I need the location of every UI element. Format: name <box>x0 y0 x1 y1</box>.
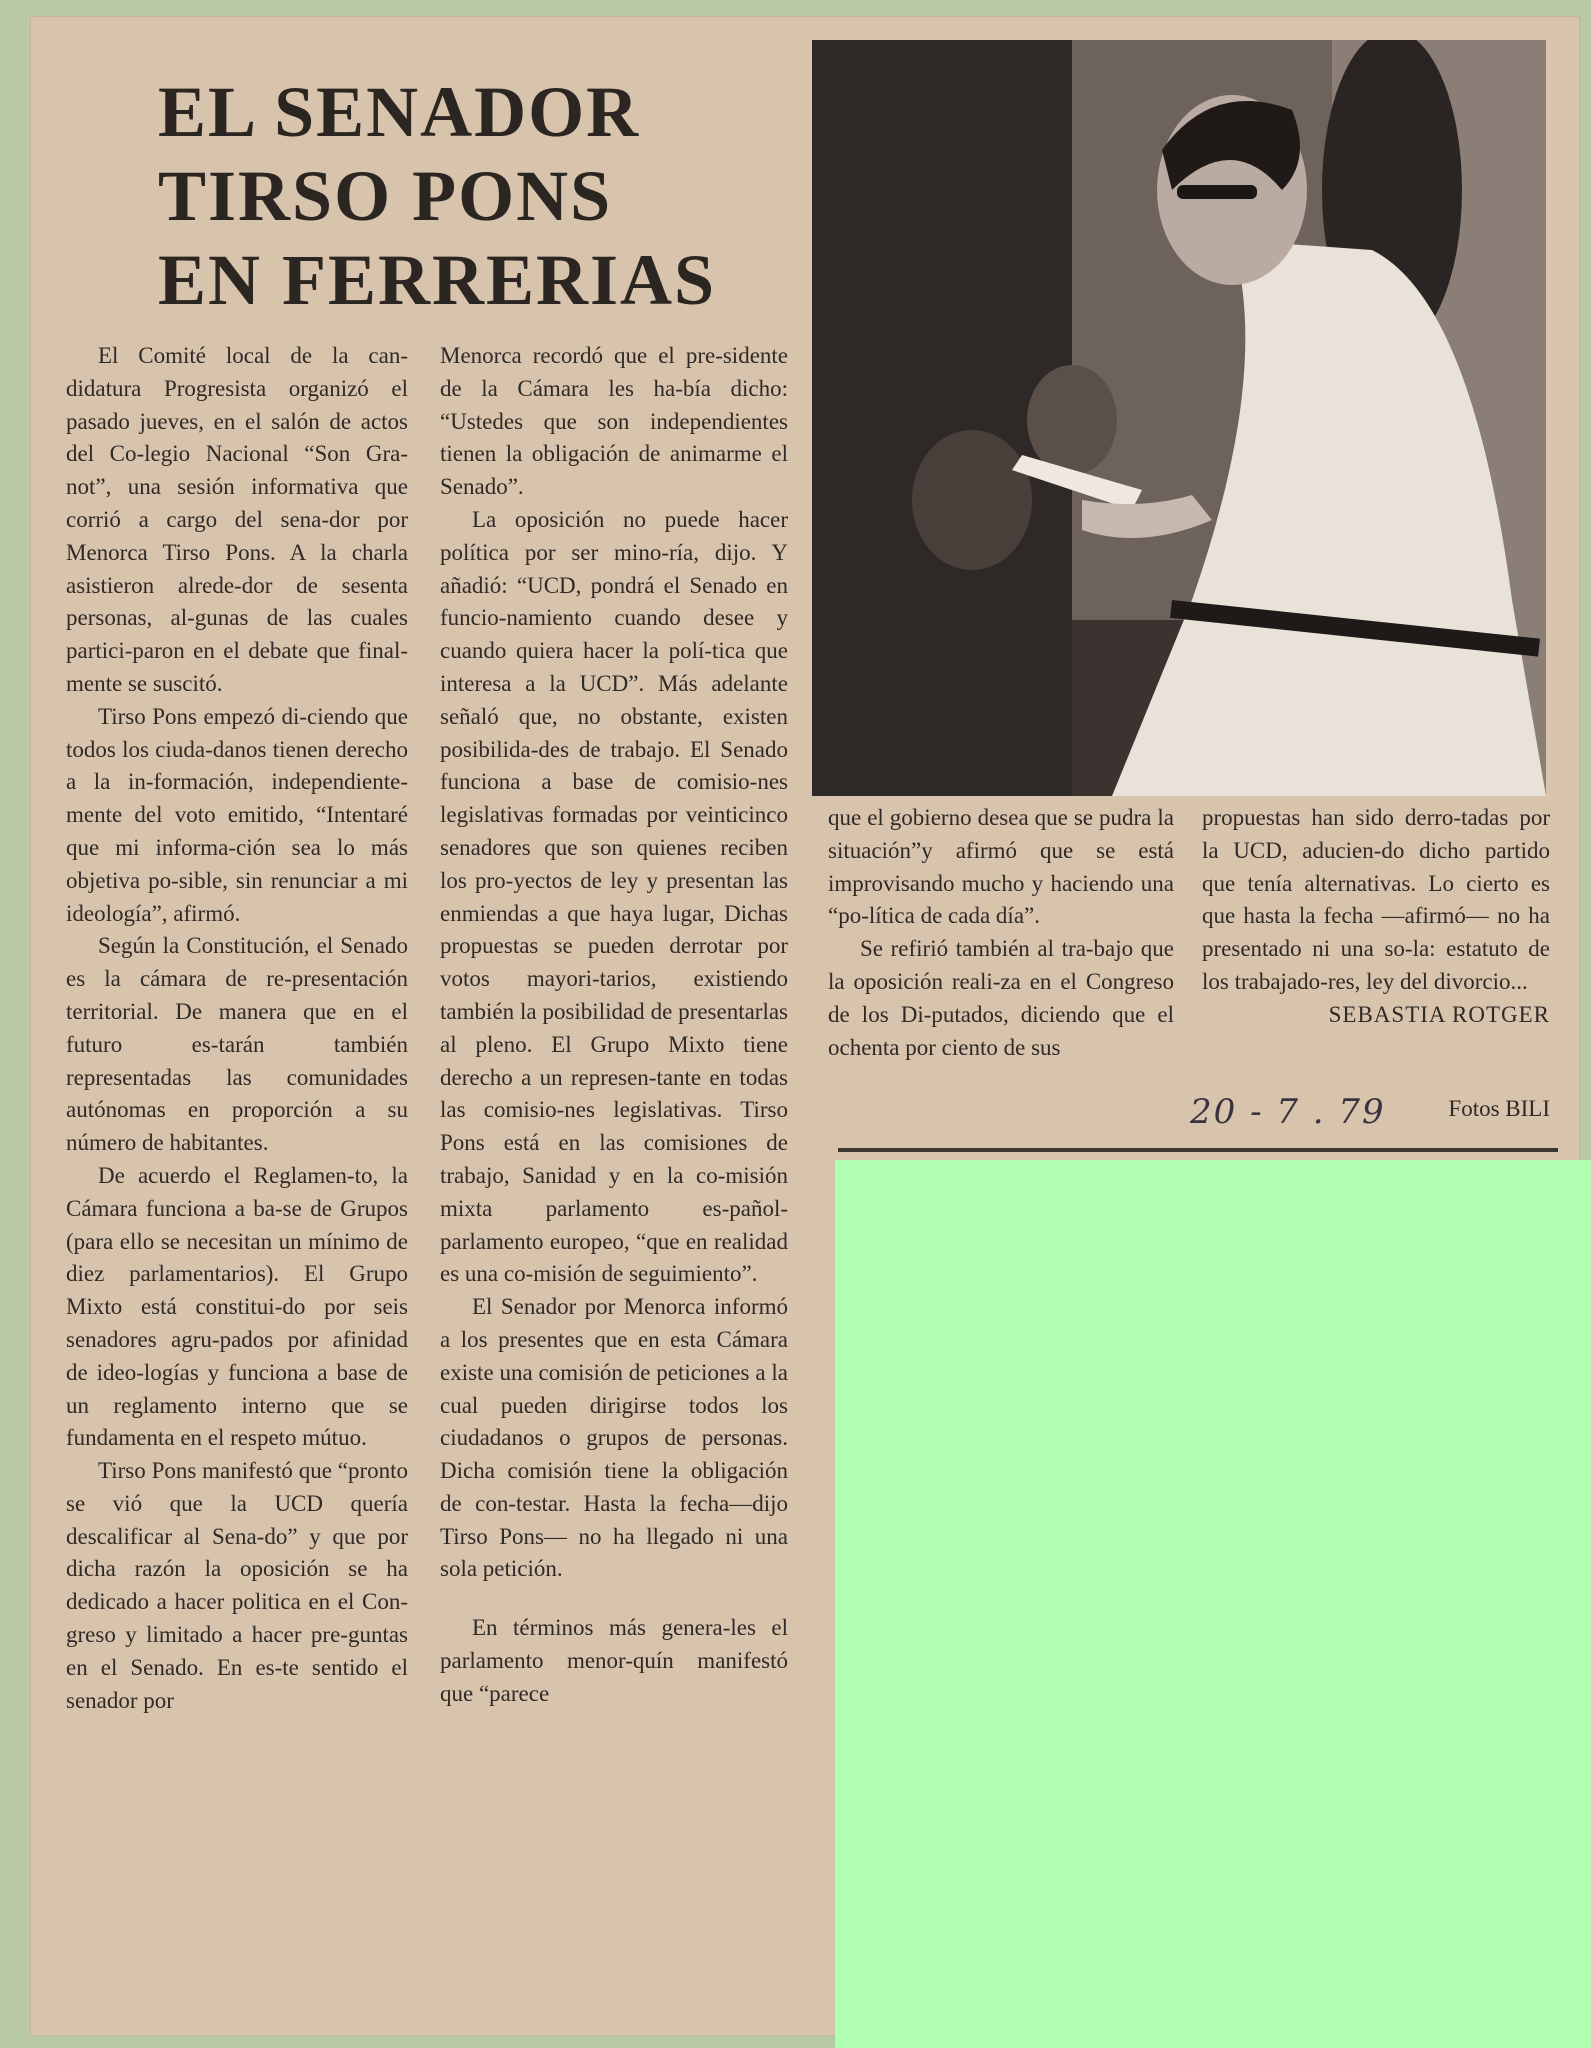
paragraph-gap <box>440 1586 788 1612</box>
blank-green-area <box>835 1160 1591 2048</box>
paragraph: De acuerdo el Reglamen-to, la Cámara funciona a ba-se de Grupos (para ello se necesitan un mínimo de diez parlamentarios). El Grupo Mixto está constitui-do por seis senadores agru-pados por afinidad de ideo-logías y funciona a base de un reglamento interno que se fundamenta en el respeto mútuo. <box>66 1162 408 1451</box>
paragraph: El Comité local de la can-didatura Progresista organizó el pasado jueves, en el salón de actos del Co-legio Nacional “Son Gra-not”, una sesión informativa que corrió a cargo del sena-dor por Menorca Tirso Pons. A la charla asistieron alrede-dor de sesenta personas, al-gunas de las cuales partici-paron en el debate que final-mente se suscitó. <box>66 343 408 696</box>
headline-line-3: EN FERRERIAS <box>158 240 717 320</box>
paragraph-continued: que el gobierno desea que se pudra la situación”y afirmó que se está improvisando mucho y haciendo una “po-lítica de cada día”. <box>828 805 1174 929</box>
paragraph-continued: propuestas han sido derro-tadas por la UCD, aducien-do dicho partido que tenía alternativas. Lo cierto es que hasta la fecha —afirmó— no ha presentado ni una so-la: estatuto de los trabajado-res, ley del divorcio... <box>1202 805 1550 994</box>
paragraph-continued: Menorca recordó que el pre-sidente de la Cámara les ha-bía dicho: “Ustedes que son independientes tienen la obligación de animarme el Senado”. <box>440 343 788 500</box>
paragraph: Se refirió también al tra-bajo que la oposición reali-za en el Congreso de los Di-putados, diciendo que el ochenta por ciento de sus <box>828 936 1174 1060</box>
headline-line-1: EL SENADOR <box>158 72 641 152</box>
byline: SEBASTIA ROTGER <box>1328 1001 1550 1027</box>
headline-line-2: TIRSO PONS <box>158 156 613 236</box>
article-column-2 <box>440 340 788 1711</box>
article-column-4 <box>1202 802 1550 1032</box>
headline <box>158 70 716 322</box>
photo-credit: Fotos BILI <box>1448 1096 1550 1121</box>
paragraph: En términos más genera-les el parlamento menor-quín manifestó que “parece <box>440 1615 788 1706</box>
photo-illustration <box>812 40 1546 796</box>
paragraph: La oposición no puede hacer política por ser mino-ría, dijo. Y añadió: “UCD, pondrá el Senado en funcio-namiento cuando desee y cuando quiera hacer la polí-tica que interesa a la UCD”. Más adelante señaló que, no obstante, existen posibilida-des de trabajo. El Senado funciona a base de comisio-nes legislativas formadas por veinticinco senadores que son quienes reciben los pro-yectos de ley y presentan las enmiendas a que haya lugar, Dichas propuestas se pueden derrotar por votos mayori-tarios, existiendo también la posibilidad de presentarlas al pleno. El Grupo Mixto tiene derecho a un represen-tante en todas las comisio-nes legislativas. Tirso Pons está en las comisiones de trabajo, Sanidad y en la co-misión mixta parlamento es-pañol-parlamento europeo, “que en realidad es una co-misión de seguimiento”. <box>440 506 788 1287</box>
paragraph: Tirso Pons manifestó que “pronto se vió que la UCD quería descalificar al Sena-do” y que por dicha razón la oposición se ha dedicado a hacer politica en el Con-greso y limitado a hacer pre-guntas en el Senado. En es-te sentido el senador por <box>66 1458 408 1713</box>
divider-rule <box>838 1148 1558 1152</box>
paragraph: El Senador por Menorca informó a los presentes que en esta Cámara existe una comisión de peticiones a la cual pueden dirigirse todos los ciudadanos o grupos de personas. Dicha comisión tiene la obligación de con-testar. Hasta la fecha—dijo Tirso Pons— no ha llegado ni una sola petición. <box>440 1294 788 1582</box>
paragraph: Según la Constitución, el Senado es la cámara de re-presentación territorial. De manera que en el futuro es-tarán también representadas las comunidades autónomas en proporción a su número de habitantes. <box>66 933 408 1156</box>
article-column-3 <box>828 802 1174 1064</box>
photo-credit-row <box>1190 1092 1550 1136</box>
article-column-1 <box>66 340 408 1717</box>
speaker-photo-icon <box>812 40 1546 796</box>
handwritten-date: 20 - 7 . 79 <box>1190 1092 1386 1132</box>
paragraph: Tirso Pons empezó di-ciendo que todos los ciuda-danos tienen derecho a la in-formación, independiente-mente del voto emitido, “Intentaré que mi informa-ción sea lo más objetiva po-sible, sin renunciar a mi ideología”, afirmó. <box>66 703 408 926</box>
